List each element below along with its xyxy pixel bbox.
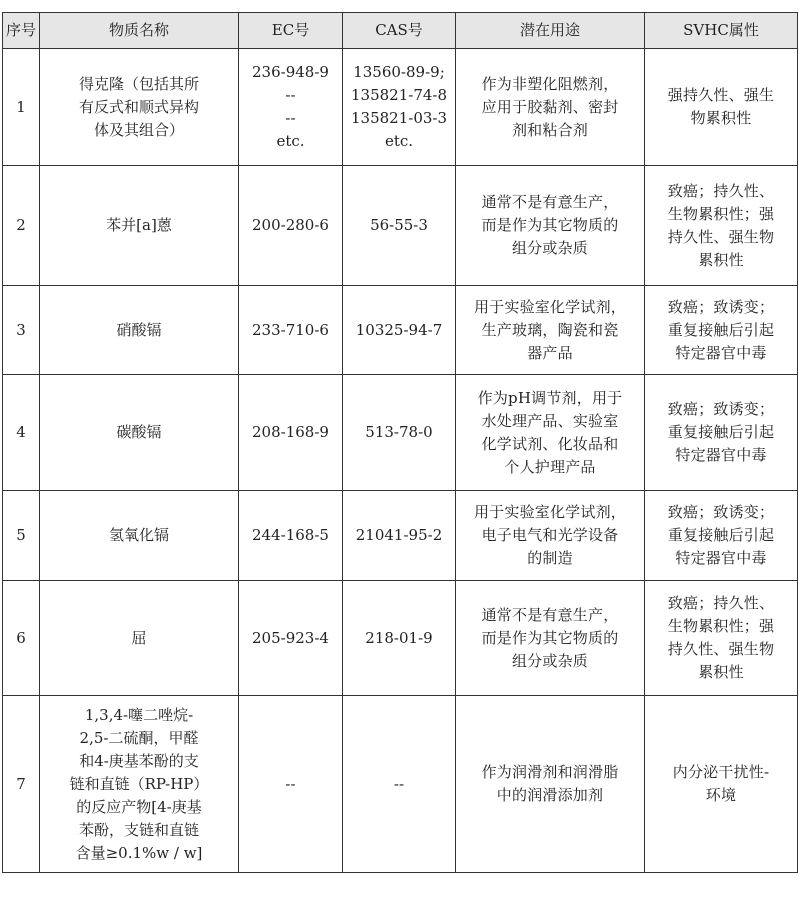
cell-cas-line: 135821-74-8 xyxy=(350,86,448,104)
table-body xyxy=(3,49,798,873)
cell-svhc-line: 致癌；持久性、 xyxy=(667,594,775,612)
cell-seq-value: 3 xyxy=(16,320,26,339)
cell-name-line: 体及其组合） xyxy=(93,120,184,139)
cell-use-line: 作为pH调节剂，用于 xyxy=(477,388,623,407)
cell-svhc-line: 重复接触后引起 xyxy=(667,423,775,441)
cell-name-line: 硝酸镉 xyxy=(116,320,162,339)
header-svhc: SVHC属性 xyxy=(645,13,798,49)
table-row xyxy=(3,166,798,286)
cell-cas-line: 13560-89-9; xyxy=(353,63,445,81)
cell-use-line: 剂和粘合剂 xyxy=(511,120,588,139)
cell-svhc-line: 致癌；致诱变； xyxy=(667,400,775,418)
cell-svhc-line: 持久性、强生物 xyxy=(667,640,775,658)
cell-ec-line: 205-923-4 xyxy=(252,628,329,647)
table-row xyxy=(3,696,798,873)
cell-name-line: 含量≥0.1%w / w] xyxy=(75,843,203,862)
cell-svhc-line: 内分泌干扰性- xyxy=(672,763,770,781)
cell-seq-value: 5 xyxy=(16,526,26,544)
cell-svhc xyxy=(645,696,798,873)
cell-svhc-line: 强持久性、强生 xyxy=(667,86,775,104)
cell-seq xyxy=(3,491,40,581)
cell-svhc xyxy=(645,491,798,581)
cell-name-line: 氢氧化镉 xyxy=(108,526,169,544)
cell-cas-line: 513-78-0 xyxy=(365,423,433,441)
cell-ec-line: -- xyxy=(285,774,296,793)
cell-ec xyxy=(239,166,343,286)
cell-name-line: 1,3,4-噻二唑烷- xyxy=(84,705,194,724)
cell-cas-line: 135821-03-3 xyxy=(350,109,448,127)
cell-svhc xyxy=(645,49,798,166)
cell-cas xyxy=(343,375,456,491)
cell-svhc-line: 致癌；持久性、 xyxy=(667,181,775,200)
cell-svhc-line: 重复接触后引起 xyxy=(667,526,775,544)
cell-name xyxy=(40,166,239,286)
cell-seq-value: 6 xyxy=(16,628,26,647)
cell-ec-line: etc. xyxy=(276,132,305,150)
cell-use-line: 作为润滑剂和润滑脂 xyxy=(481,763,619,781)
cell-seq-value: 7 xyxy=(16,774,26,793)
cell-name xyxy=(40,286,239,375)
cell-svhc-line: 致癌；致诱变； xyxy=(667,503,775,521)
cell-seq xyxy=(3,286,40,375)
cell-name-line: 苯酚，支链和直链 xyxy=(78,820,199,839)
cell-cas-line: 218-01-9 xyxy=(365,628,433,647)
table-row xyxy=(3,581,798,696)
header-cas: CAS号 xyxy=(343,13,456,49)
svhc-substance-table xyxy=(2,12,798,873)
cell-seq-value: 4 xyxy=(16,423,26,441)
cell-ec xyxy=(239,375,343,491)
cell-svhc xyxy=(645,166,798,286)
table-row xyxy=(3,375,798,491)
cell-use-line: 电子电气和光学设备 xyxy=(481,526,619,544)
cell-svhc-line: 累积性 xyxy=(698,250,744,269)
cell-cas xyxy=(343,491,456,581)
cell-use-line: 生产玻璃，陶瓷和瓷 xyxy=(481,320,619,339)
cell-name xyxy=(40,49,239,166)
cell-use-line: 通常不是有意生产， xyxy=(481,605,619,624)
cell-name-line: 链和直链（RP-HP） xyxy=(69,774,209,793)
cell-svhc-line: 重复接触后引起 xyxy=(667,320,775,339)
cell-cas-line: 10325-94-7 xyxy=(355,320,443,339)
cell-use xyxy=(456,696,645,873)
header-row xyxy=(3,13,798,49)
cell-use xyxy=(456,375,645,491)
cell-ec xyxy=(239,286,343,375)
cell-ec-line: -- xyxy=(285,86,296,104)
cell-use-line: 的制造 xyxy=(527,549,573,567)
cell-seq xyxy=(3,49,40,166)
cell-use-line: 组分或杂质 xyxy=(511,239,588,257)
cell-name xyxy=(40,491,239,581)
cell-seq xyxy=(3,375,40,491)
cell-name-line: 碳酸镉 xyxy=(116,423,162,441)
cell-use-line: 用于实验室化学试剂， xyxy=(473,503,626,521)
cell-name xyxy=(40,696,239,873)
cell-cas-line: etc. xyxy=(384,132,414,150)
table-row xyxy=(3,286,798,375)
cell-cas xyxy=(343,696,456,873)
cell-ec-line: 233-710-6 xyxy=(252,320,329,339)
cell-cas-line: 21041-95-2 xyxy=(355,526,443,544)
cell-cas xyxy=(343,166,456,286)
cell-svhc xyxy=(645,286,798,375)
cell-ec-line: -- xyxy=(285,109,296,127)
header-seq: 序号 xyxy=(3,13,40,49)
cell-name-line: 的反应产物[4-庚基 xyxy=(76,797,202,816)
cell-seq-value: 1 xyxy=(16,97,26,116)
cell-cas-line: 56-55-3 xyxy=(370,216,428,234)
cell-use-line: 而是作为其它物质的 xyxy=(481,628,619,647)
cell-name xyxy=(40,375,239,491)
cell-svhc-line: 特定器官中毒 xyxy=(675,446,767,464)
cell-svhc-line: 致癌；致诱变； xyxy=(667,297,775,316)
cell-name-line: 得克隆（包括其所 xyxy=(78,74,199,93)
cell-cas xyxy=(343,581,456,696)
cell-use-line: 而是作为其它物质的 xyxy=(481,216,619,234)
cell-seq xyxy=(3,581,40,696)
cell-name xyxy=(40,581,239,696)
cell-ec-line: 244-168-5 xyxy=(252,526,329,544)
cell-ec xyxy=(239,581,343,696)
cell-use-line: 个人护理产品 xyxy=(504,457,596,476)
cell-use-line: 用于实验室化学试剂， xyxy=(473,297,626,316)
cell-cas xyxy=(343,286,456,375)
cell-use-line: 应用于胶黏剂、密封 xyxy=(481,97,619,116)
cell-name-line: 有反式和顺式异构 xyxy=(78,97,199,116)
cell-svhc-line: 持久性、强生物 xyxy=(667,227,775,246)
cell-svhc xyxy=(645,581,798,696)
cell-use xyxy=(456,49,645,166)
table-row xyxy=(3,49,798,166)
cell-svhc-line: 环境 xyxy=(705,786,737,804)
cell-use-line: 作为非塑化阻燃剂， xyxy=(481,74,619,93)
cell-svhc-line: 累积性 xyxy=(698,663,744,681)
cell-svhc-line: 生物累积性；强 xyxy=(667,617,775,635)
cell-svhc-line: 生物累积性；强 xyxy=(667,204,775,223)
cell-svhc-line: 特定器官中毒 xyxy=(675,343,767,362)
cell-ec-line: 236-948-9 xyxy=(252,63,329,81)
cell-name-line: 屈 xyxy=(131,628,147,647)
cell-use xyxy=(456,581,645,696)
cell-svhc-line: 物累积性 xyxy=(690,109,752,127)
cell-use xyxy=(456,286,645,375)
cell-use xyxy=(456,491,645,581)
cell-ec xyxy=(239,491,343,581)
cell-ec xyxy=(239,696,343,873)
cell-svhc xyxy=(645,375,798,491)
cell-use xyxy=(456,166,645,286)
header-ec: EC号 xyxy=(239,13,343,49)
table-row xyxy=(3,491,798,581)
cell-name-line: 2,5-二硫酮，甲醛 xyxy=(79,728,199,747)
cell-use-line: 通常不是有意生产， xyxy=(481,193,619,211)
cell-seq xyxy=(3,696,40,873)
cell-name-line: 和4-庚基苯酚的支 xyxy=(79,751,199,770)
cell-use-line: 水处理产品、实验室 xyxy=(481,411,619,430)
cell-use-line: 中的润滑添加剂 xyxy=(496,786,604,804)
cell-use-line: 组分或杂质 xyxy=(511,651,588,670)
header-use: 潜在用途 xyxy=(456,13,645,49)
cell-name-line: 苯并[a]蒽 xyxy=(106,216,172,234)
cell-use-line: 器产品 xyxy=(527,343,573,362)
cell-svhc-line: 特定器官中毒 xyxy=(675,549,767,567)
cell-seq xyxy=(3,166,40,286)
cell-ec-line: 208-168-9 xyxy=(252,423,329,441)
cell-seq-value: 2 xyxy=(16,216,26,234)
cell-cas xyxy=(343,49,456,166)
cell-ec-line: 200-280-6 xyxy=(252,216,329,234)
header-name: 物质名称 xyxy=(40,13,239,49)
cell-ec xyxy=(239,49,343,166)
cell-cas-line: -- xyxy=(393,774,405,793)
cell-use-line: 化学试剂、化妆品和 xyxy=(481,434,619,453)
